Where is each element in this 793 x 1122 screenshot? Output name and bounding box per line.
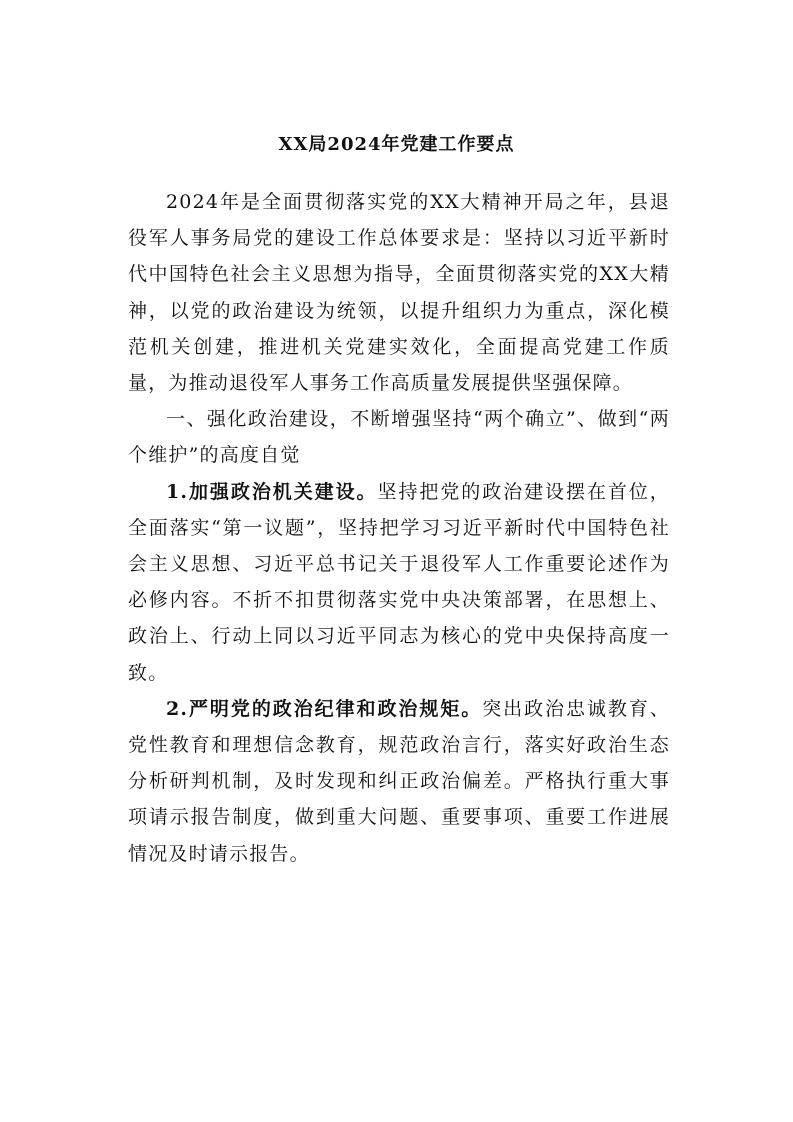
document-title: XX局2024年党建工作要点	[278, 134, 515, 155]
item-2-text: 突出政治忠诚教育、党性教育和理想信念教育，规范政治言行，落实好政治生态分析研判机制，及时发现和纠正政治偏差。严格执行重大事项请示报告制度，做到重大问题、重要事项、重要工作进展情况及时请示报告。	[128, 697, 670, 865]
section-heading	[128, 401, 670, 473]
paragraph-item-2	[128, 691, 670, 872]
paragraph-text: 2024年是全面贯彻落实党的XX大精神开局之年，县退役军人事务局党的建设工作总体要求是：坚持以习近平新时代中国特色社会主义思想为指导，全面贯彻落实党的XX大精神，以党的政治建设为统领，以提升组织力为重点，深化模范机关创建，推进机关党建实效化，全面提高党建工作质量，为推动退役军人事务工作高质量发展提供坚强保障。	[128, 191, 670, 395]
item-2-lead: 2.严明党的政治纪律和政治规矩。	[166, 697, 483, 720]
section-heading-text: 一、强化政治建设，不断增强坚持“两个确立”、做到“两个维护”的高度自觉	[128, 408, 670, 467]
item-1-text: 坚持把党的政治建设摆在首位，全面落实“第一议题”，坚持把学习习近平新时代中国特色社会主义思想、习近平总书记关于退役军人工作重要论述作为必修内容。不折不扣贯彻落实党中央决策部署，在思想上、政治上、行动上同以习近平同志为核心的党中央保持高度一致。	[128, 480, 670, 684]
paragraph-item-1	[128, 474, 670, 691]
item-1-lead: 1.加强政治机关建设。	[166, 480, 378, 503]
document-body	[128, 184, 670, 872]
paragraph-intro	[128, 184, 670, 401]
